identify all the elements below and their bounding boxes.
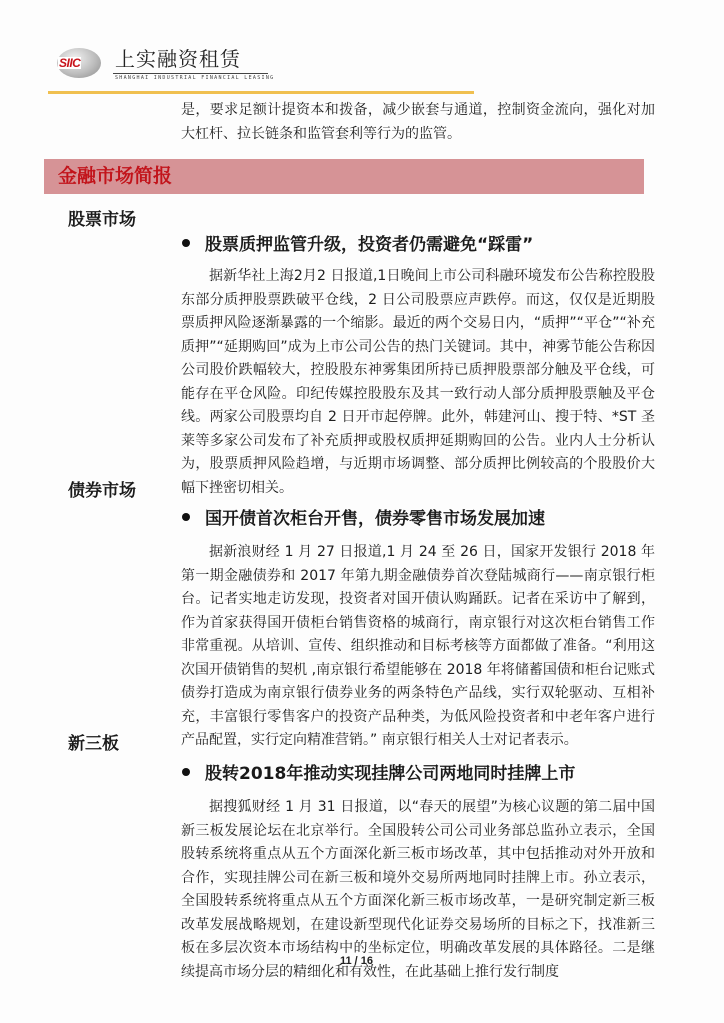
carryover-paragraph: 是，要求足额计提资本和拨备，减少嵌套与通道，控制资金流向，强化对加大杠杆、拉长链条和监管套利等行为的监管。 bbox=[181, 102, 655, 142]
headline-neeq bbox=[182, 763, 575, 785]
logo-divider bbox=[113, 73, 268, 74]
company-name-cn: 上实融资租赁 bbox=[115, 47, 241, 71]
logo-mark-text: SIIC bbox=[59, 56, 81, 70]
headline-bond-text: 国开债首次柜台开售，债券零售市场发展加速 bbox=[205, 509, 545, 529]
headline-neeq-text: 股转2018年推动实现挂牌公司两地同时挂牌上市 bbox=[205, 764, 576, 784]
section-title-neeq: 新三板 bbox=[68, 734, 119, 754]
section-title-bond: 债券市场 bbox=[68, 481, 136, 501]
page-header bbox=[55, 44, 615, 84]
company-name-en: SHANGHAI INDUSTRIAL FINANCIAL LEASING bbox=[115, 75, 275, 81]
siic-logo-icon bbox=[57, 48, 101, 78]
article-body-neeq: 据搜狐财经 1 月 31 日报道，以“春天的展望”为核心议题的第二届中国新三板发展论坛在北京举行。全国股转公司公司业务部总监孙立表示，全国股转系统将重点从五个方面深化新三板市场改革，其中包括推动对外开放和合作，实现挂牌公司在新三板和境外交易所两地同时挂牌上市。孙立表示，全国股转系统将重点从五个方面深化新三板市场改革，一是研究制定新三板改革发展战略规划，在建设新型现代化证券交易场所的目标之下，找准新三板在多层次资本市场结构中的坐标定位，明确改革发展的具体路径。二是继续提高市场分层的精细化和有效性，在此基础上推行发行制度 bbox=[181, 799, 655, 980]
banner-title: 金融市场简报 bbox=[58, 165, 173, 187]
bullet-icon bbox=[182, 239, 190, 247]
headline-stock-text: 股票质押监管升级，投资者仍需避免“踩雷” bbox=[205, 235, 534, 255]
bullet-icon bbox=[182, 768, 190, 776]
headline-stock bbox=[182, 234, 533, 256]
article-body-bond: 据新浪财经 1 月 27 日报道,1 月 24 至 26 日，国家开发银行 2018 年第一期金融债券和 2017 年第九期金融债券首次登陆城商行——南京银行柜台。记者实地走访发现，投资者对国开债认购踊跃。记者在采访中了解到，作为首家获得国开债柜台销售资格的城商行，南京银行对这次柜台销售工作非常重视。从培训、宣传、组织推动和目标考核等方面都做了准备。“利用这次国开债销售的契机 ,南京银行希望能够在 2018 年将储蓄国债和柜台记账式债券打造成为南京银行债券业务的两条特色产品线，实行双轮驱动、互相补充，丰富银行零售客户的投资产品种类，为低风险投资者和中老年客户进行产品配置，实行定向精准营销。” 南京银行相关人士对记者表示。 bbox=[181, 544, 655, 748]
section-banner bbox=[44, 159, 644, 194]
article-body-stock: 据新华社上海2月2 日报道,1日晚间上市公司科融环境发布公告称控股股东部分质押股票跌破平仓线，2 日公司股票应声跌停。而这，仅仅是近期股票质押风险逐渐暴露的一个缩影。最近的两个交易日内，“质押”“平仓”“补充质押”“延期购回”成为上市公司公告的热门关键词。其中，神雾节能公告称因公司股价跌幅较大，控股股东神雾集团所持已质押股票部分触及平仓线，可能存在平仓风险。印纪传媒控股股东及其一致行动人部分质押股票触及平仓线。两家公司股票均自 2 日开市起停牌。此外，韩建河山、搜于特、*ST 圣莱等多家公司发布了补充质押或股权质押延期购回的公告。业内人士分析认为，股票质押风险趋增，与近期市场调整、部分质押比例较高的个股股价大幅下挫密切相关。 bbox=[181, 268, 655, 496]
header-rule bbox=[48, 91, 474, 94]
page-number: 11 / 16 bbox=[340, 955, 374, 967]
headline-bond bbox=[182, 508, 545, 530]
bullet-icon bbox=[182, 513, 190, 521]
section-title-stock: 股票市场 bbox=[68, 210, 136, 230]
